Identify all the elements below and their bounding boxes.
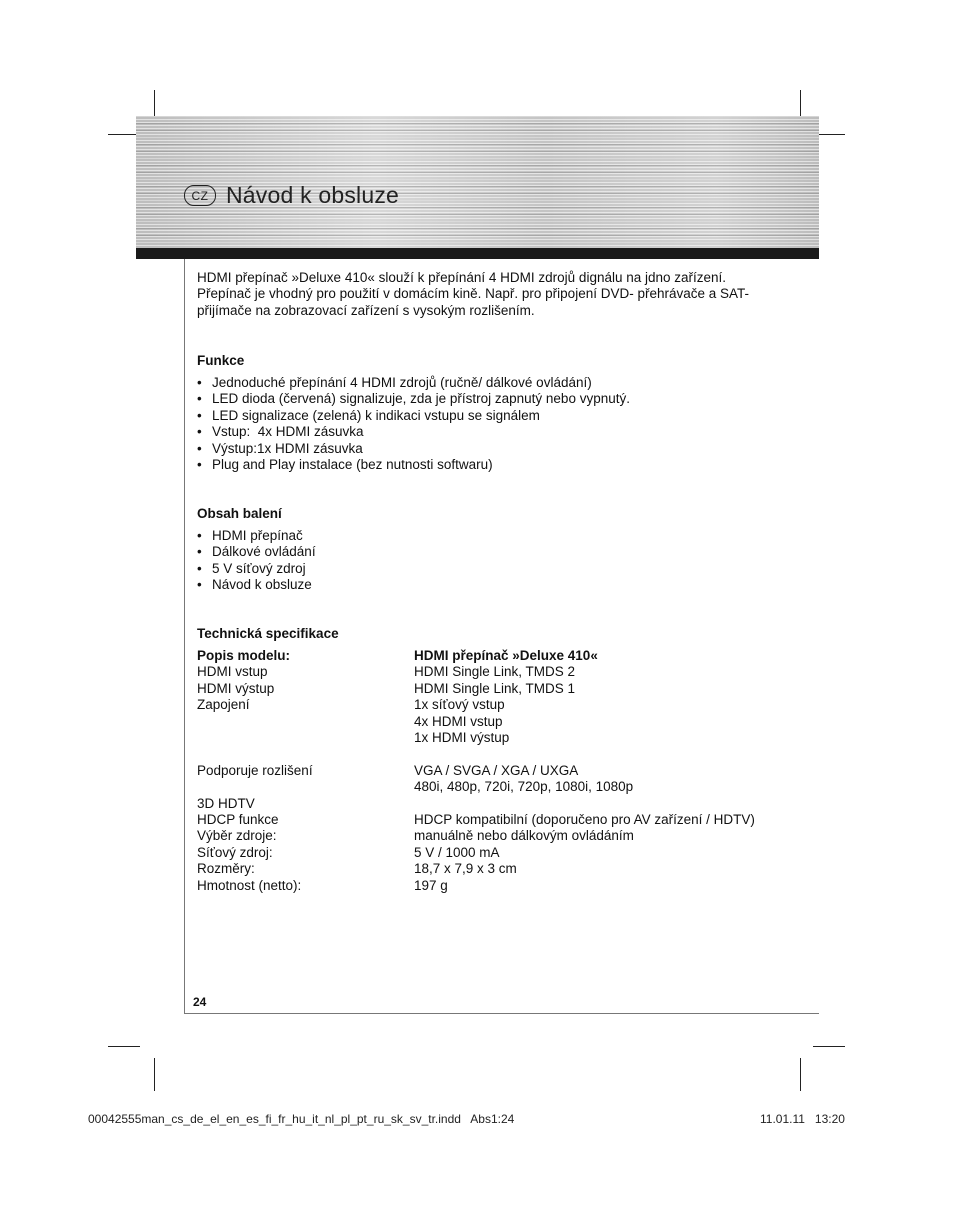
intro-paragraph bbox=[197, 270, 797, 319]
spec-row: Rozměry: 18,7 x 7,9 x 3 cm bbox=[197, 861, 517, 877]
intro-line: Přepínač je vhodný pro použití v domácím kině. Např. pro připojení DVD- přehrávače a SAT- bbox=[197, 286, 750, 302]
left-rule bbox=[184, 259, 185, 1014]
bottom-rule bbox=[184, 1013, 819, 1014]
crop-mark bbox=[813, 1046, 845, 1047]
section-heading: Technická specifikace bbox=[197, 626, 339, 641]
footer-filename: 00042555man_cs_de_el_en_es_fi_fr_hu_it_nl_pl_pt_ru_sk_sv_tr.indd Abs1:24 bbox=[88, 1112, 515, 1126]
footer-datetime: 11.01.11 13:20 bbox=[760, 1112, 845, 1126]
section-obsah bbox=[197, 506, 797, 594]
page-number: 24 bbox=[193, 995, 207, 1009]
language-badge: CZ bbox=[184, 185, 216, 206]
spec-row: 4x HDMI vstup bbox=[414, 713, 503, 729]
spec-row: Zapojení 1x síťový vstup bbox=[197, 697, 505, 713]
feature-list bbox=[197, 375, 797, 473]
spec-row: HDMI výstup HDMI Single Link, TMDS 1 bbox=[197, 680, 576, 696]
list-item: • 5 V síťový zdroj bbox=[197, 560, 306, 576]
list-item: • LED signalizace (zelená) k indikaci vstupu se signálem bbox=[197, 407, 540, 423]
list-item: • HDMI přepínač bbox=[197, 528, 303, 543]
crop-mark bbox=[800, 1058, 801, 1091]
list-item: • Vstup: 4x HDMI zásuvka bbox=[197, 424, 364, 440]
list-item: • Návod k obsluze bbox=[197, 577, 312, 593]
spec-row: Výběr zdroje: manuálně nebo dálkovým ovládáním bbox=[197, 828, 634, 844]
spec-row: 1x HDMI výstup bbox=[414, 730, 510, 746]
spec-row: 480i, 480p, 720i, 720p, 1080i, 1080p bbox=[414, 779, 634, 795]
spec-row: Síťový zdroj: 5 V / 1000 mA bbox=[197, 844, 500, 860]
spec-row: Podporuje rozlišení VGA / SVGA / XGA / UXGA bbox=[197, 762, 579, 778]
intro-line: přijímače na zobrazovací zařízení s vysokým rozlišením. bbox=[197, 302, 535, 318]
spec-row: 3D HDTV bbox=[197, 795, 255, 811]
crop-mark bbox=[108, 1046, 140, 1047]
section-tech-spec bbox=[197, 626, 797, 894]
list-item: • LED dioda (červená) signalizuje, zda je přístroj zapnutý nebo vypnutý. bbox=[197, 391, 630, 407]
package-list bbox=[197, 528, 797, 594]
header-bar bbox=[136, 248, 819, 259]
page-title bbox=[184, 182, 399, 209]
spec-row-model: Popis modelu: HDMI přepínač »Deluxe 410« bbox=[197, 648, 598, 663]
spec-row: HDCP funkce HDCP kompatibilní (doporučeno pro AV zařízení / HDTV) bbox=[197, 812, 755, 828]
spec-row: Hmotnost (netto): 197 g bbox=[197, 877, 448, 893]
title-text: Návod k obsluze bbox=[226, 182, 400, 208]
crop-mark bbox=[154, 1058, 155, 1091]
section-heading: Funkce bbox=[197, 353, 245, 368]
list-item: • Dálkové ovládání bbox=[197, 544, 316, 560]
section-heading: Obsah balení bbox=[197, 506, 282, 521]
list-item: • Jednoduché přepínání 4 HDMI zdrojů (ručně/ dálkové ovládání) bbox=[197, 375, 592, 390]
spec-row: HDMI vstup HDMI Single Link, TMDS 2 bbox=[197, 664, 576, 680]
section-funkce bbox=[197, 353, 797, 473]
intro-line: HDMI přepínač »Deluxe 410« slouží k přepínání 4 HDMI zdrojů dignálu na jdno zařízení. bbox=[197, 270, 727, 285]
list-item: • Plug and Play instalace (bez nutnosti softwaru) bbox=[197, 457, 493, 473]
list-item: • Výstup:1x HDMI zásuvka bbox=[197, 440, 363, 456]
